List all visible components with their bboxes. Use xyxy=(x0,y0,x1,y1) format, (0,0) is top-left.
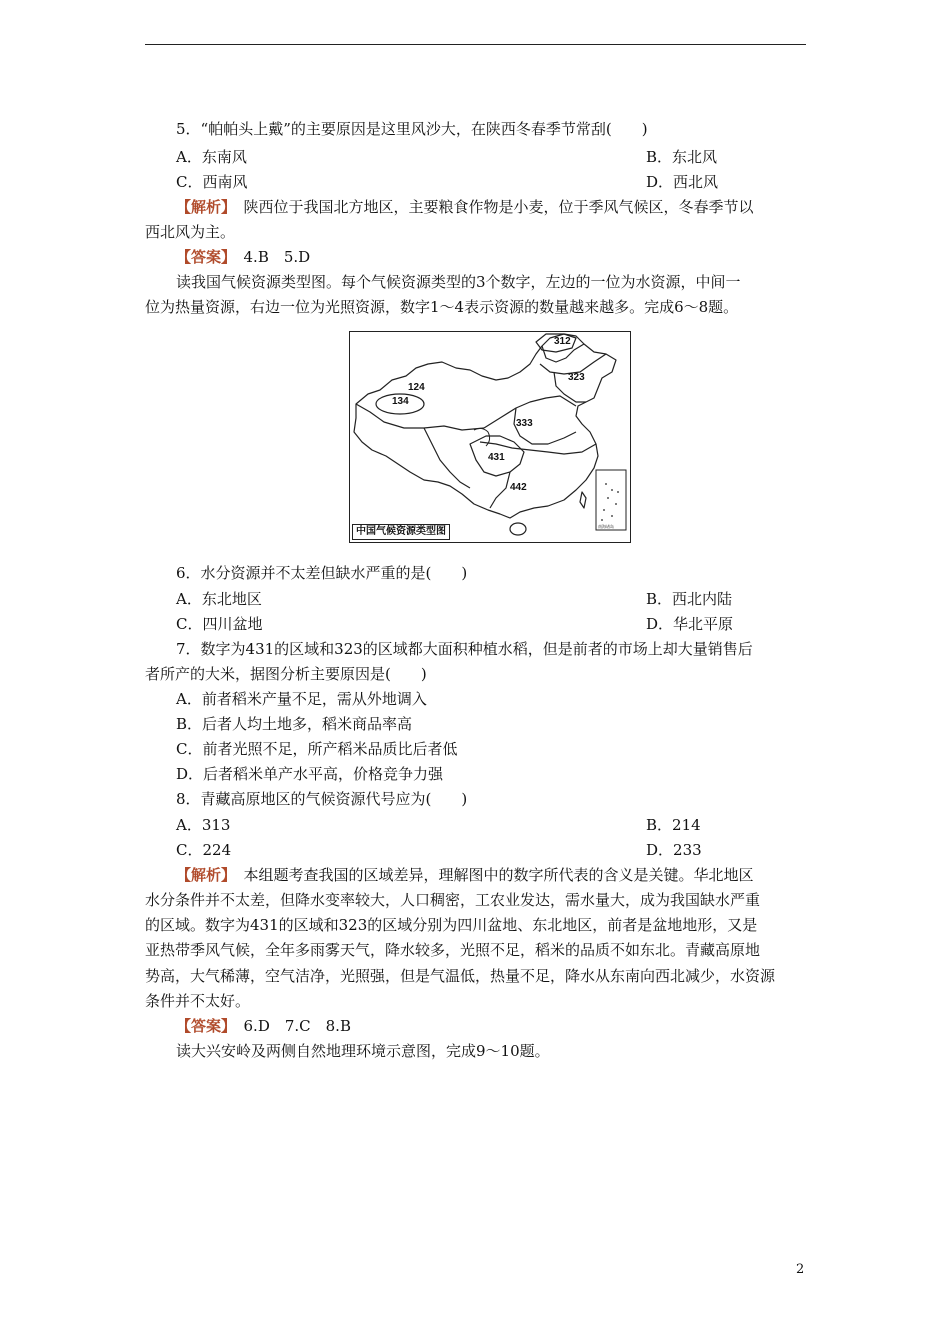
q5-option-a: A．东南风 xyxy=(176,148,247,166)
region-label-134: 134 xyxy=(392,396,409,407)
q5-option-b: B．东北风 xyxy=(646,148,718,166)
analysis-tag: 【解析】 xyxy=(176,198,229,216)
q5-stem: 5．“帕帕头上戴”的主要原因是这里风沙大，在陕西冬春季节常刮( ) xyxy=(176,120,648,138)
q7-option-a: A．前者稻米产量不足，需从外地调入 xyxy=(176,690,427,708)
answer-2 xyxy=(176,1016,351,1036)
region-label-124: 124 xyxy=(408,382,425,393)
intro-3: 读大兴安岭及两侧自然地理环境示意图，完成9～10题。 xyxy=(176,1042,550,1060)
region-label-323: 323 xyxy=(568,372,585,383)
q8-stem: 8．青藏高原地区的气候资源代号应为( ) xyxy=(176,790,468,808)
analysis-2-line-5: 势高，大气稀薄，空气洁净，光照强，但是气温低，热量不足，降水从东南向西北减少，水资源 xyxy=(145,967,776,985)
q7-option-c: C．前者光照不足，所产稻米品质比后者低 xyxy=(176,740,458,758)
q5-option-c: C．西南风 xyxy=(176,173,248,191)
south-sea-inset-label: 南海诸岛 xyxy=(598,524,614,529)
q6-option-b: B．西北内陆 xyxy=(646,590,733,608)
q8-option-c: C．224 xyxy=(176,841,232,859)
region-label-431: 431 xyxy=(488,452,505,463)
answer-tag: 【答案】 xyxy=(176,248,229,266)
region-label-442: 442 xyxy=(510,482,527,493)
answer-2-text: 6.D 7.C 8.B xyxy=(228,1017,351,1035)
analysis-2-line-6: 条件并不太好。 xyxy=(145,992,251,1010)
intro-2-line-2: 位为热量资源，右边一位为光照资源，数字1～4表示资源的数量越来越多。完成6～8题。 xyxy=(145,298,739,316)
analysis-2-text: 本组题考查我国的区域差异，理解图中的数字所代表的含义是关键。华北地区 xyxy=(228,866,754,884)
q8-option-d: D．233 xyxy=(646,841,702,859)
q7-option-d: D．后者稻米单产水平高，价格竞争力强 xyxy=(176,765,444,783)
intro-2-line-1: 读我国气候资源类型图。每个气候资源类型的3个数字，左边的一位为水资源，中间一 xyxy=(176,273,741,291)
analysis-2-line-4: 亚热带季风气候，全年多雨雾天气，降水较多，光照不足，稻米的品质不如东北。青藏高原地 xyxy=(145,941,761,959)
region-label-312: 312 xyxy=(554,336,571,347)
climate-resource-map xyxy=(349,331,631,543)
q5-option-d: D．西北风 xyxy=(646,173,719,191)
analysis-1-line-1 xyxy=(176,197,754,217)
page-number: 2 xyxy=(796,1262,805,1277)
south-sea-inset xyxy=(596,470,626,530)
q8-option-a: A．313 xyxy=(176,816,231,834)
answer-1 xyxy=(176,247,310,267)
q6-option-c: C．四川盆地 xyxy=(176,615,263,633)
q6-option-d: D．华北平原 xyxy=(646,615,734,633)
answer-1-text: 4.B 5.D xyxy=(228,248,311,266)
region-label-333: 333 xyxy=(516,418,533,429)
q7-option-b: B．后者人均土地多，稻米商品率高 xyxy=(176,715,413,733)
q6-stem: 6．水分资源并不太差但缺水严重的是( ) xyxy=(176,564,468,582)
analysis-2-line-2: 水分条件并不太差，但降水变率较大，人口稠密，工农业发达，需水量大，成为我国缺水严重 xyxy=(145,891,761,909)
q7-stem-line-2: 者所产的大米，据图分析主要原因是( ) xyxy=(145,665,427,683)
analysis-2-line-3: 的区域。数字为431的区域和323的区域分别为四川盆地、东北地区，前者是盆地地形，又是 xyxy=(145,916,758,934)
header-rule xyxy=(145,44,806,45)
analysis-1-line-2: 西北风为主。 xyxy=(145,223,236,241)
answer-tag: 【答案】 xyxy=(176,1017,229,1035)
analysis-2-line-1 xyxy=(176,865,754,885)
map-caption: 中国气候资源类型图 xyxy=(352,524,450,540)
analysis-tag: 【解析】 xyxy=(176,866,229,884)
analysis-1-text: 陕西位于我国北方地区，主要粮食作物是小麦，位于季风气候区，冬春季节以 xyxy=(228,198,754,216)
china-map-outline xyxy=(350,332,629,541)
q6-option-a: A．东北地区 xyxy=(176,590,262,608)
q7-stem-line-1: 7．数字为431的区域和323的区域都大面积种植水稻，但是前者的市场上却大量销售后 xyxy=(176,640,753,658)
q8-option-b: B．214 xyxy=(646,816,701,834)
